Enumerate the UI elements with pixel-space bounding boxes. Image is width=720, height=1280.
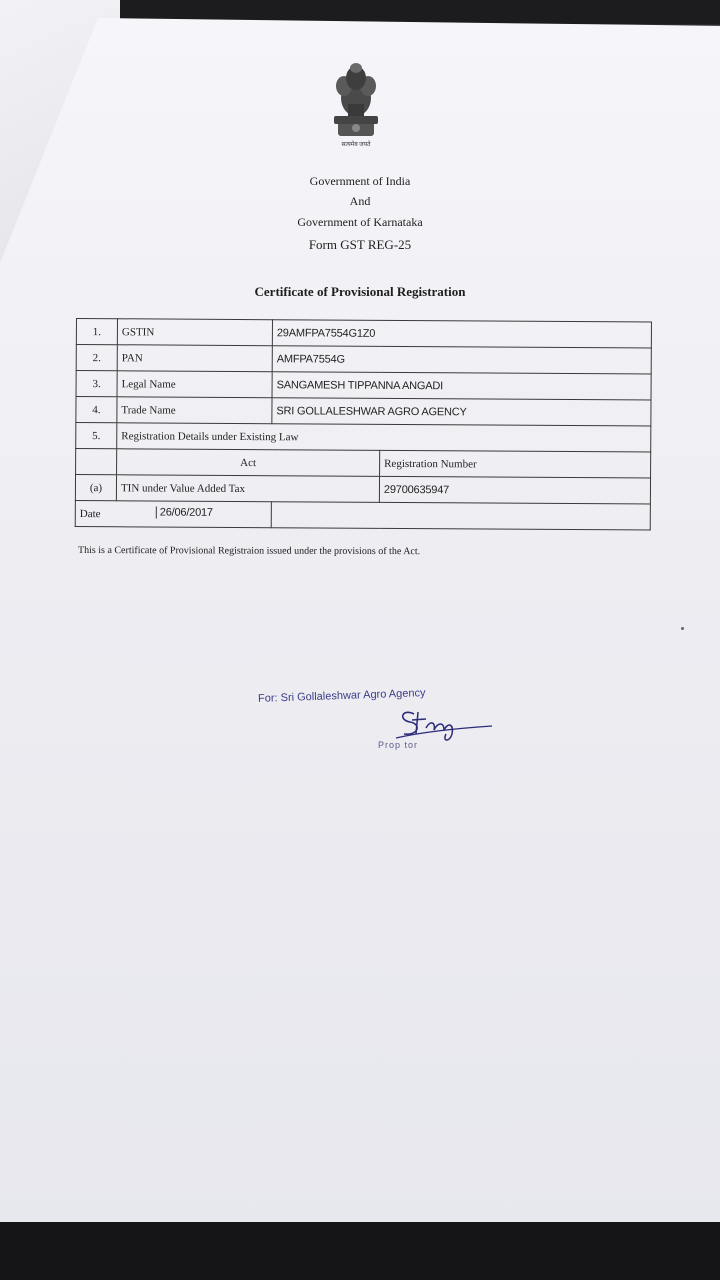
act-value: TIN under Value Added Tax [116,475,379,503]
header-government-of-karnataka: Government of Karnataka [297,215,423,229]
date-value: 26/06/2017 [156,506,213,518]
header-and: And [349,194,371,208]
pan-value: AMFPA7554G [272,346,651,374]
table-row [76,423,651,453]
row-number: 2. [76,345,117,371]
national-emblem-icon [330,60,382,140]
registration-number-value: 29700635947 [379,476,650,504]
date-cell [75,500,271,527]
registration-number-header: Registration Number [380,450,651,478]
header-government-of-india: Government of India [309,174,411,188]
stamp-role-text: Prop tor [378,740,419,750]
table-row [75,500,650,530]
row-label: PAN [117,345,272,372]
row-label: GSTIN [117,319,272,346]
table-row [76,371,651,401]
row-number: 4. [76,397,117,423]
gstin-value: 29AMFPA7554G1Z0 [272,320,651,348]
date-label: Date [79,507,101,520]
row-number: 5. [76,423,117,449]
header-form-name: Form GST REG-25 [308,237,412,252]
trade-name-value: SRI GOLLALESHWAR AGRO AGENCY [272,398,651,426]
table-row [76,345,651,375]
registration-table [75,318,652,531]
row-label: Registration Details under Existing Law [117,423,651,452]
empty-cell [76,449,117,475]
background-bottom [0,1222,720,1280]
stamp-for-line: For: Sri Gollaleshwar Agro Agency [257,687,426,705]
empty-cell [271,502,650,530]
certificate-footnote: This is a Certificate of Provisional Registraion issued under the provisions of the Act. [77,544,421,558]
table-row [76,449,651,479]
row-label: Trade Name [117,397,272,424]
table-row [76,319,651,349]
row-number: (a) [75,475,116,501]
signature-icon [392,704,496,744]
row-number: 1. [76,319,117,345]
row-number: 3. [76,371,117,397]
legal-name-value: SANGAMESH TIPPANNA ANGADI [272,372,651,400]
row-label: Legal Name [117,371,272,398]
certificate-title: Certificate of Provisional Registration [254,284,466,299]
act-header: Act [117,449,380,477]
emblem-motto: सत्यमेव जयते [341,142,371,148]
table-row [75,475,650,505]
table-row [76,397,651,427]
paper-speck [681,627,684,630]
